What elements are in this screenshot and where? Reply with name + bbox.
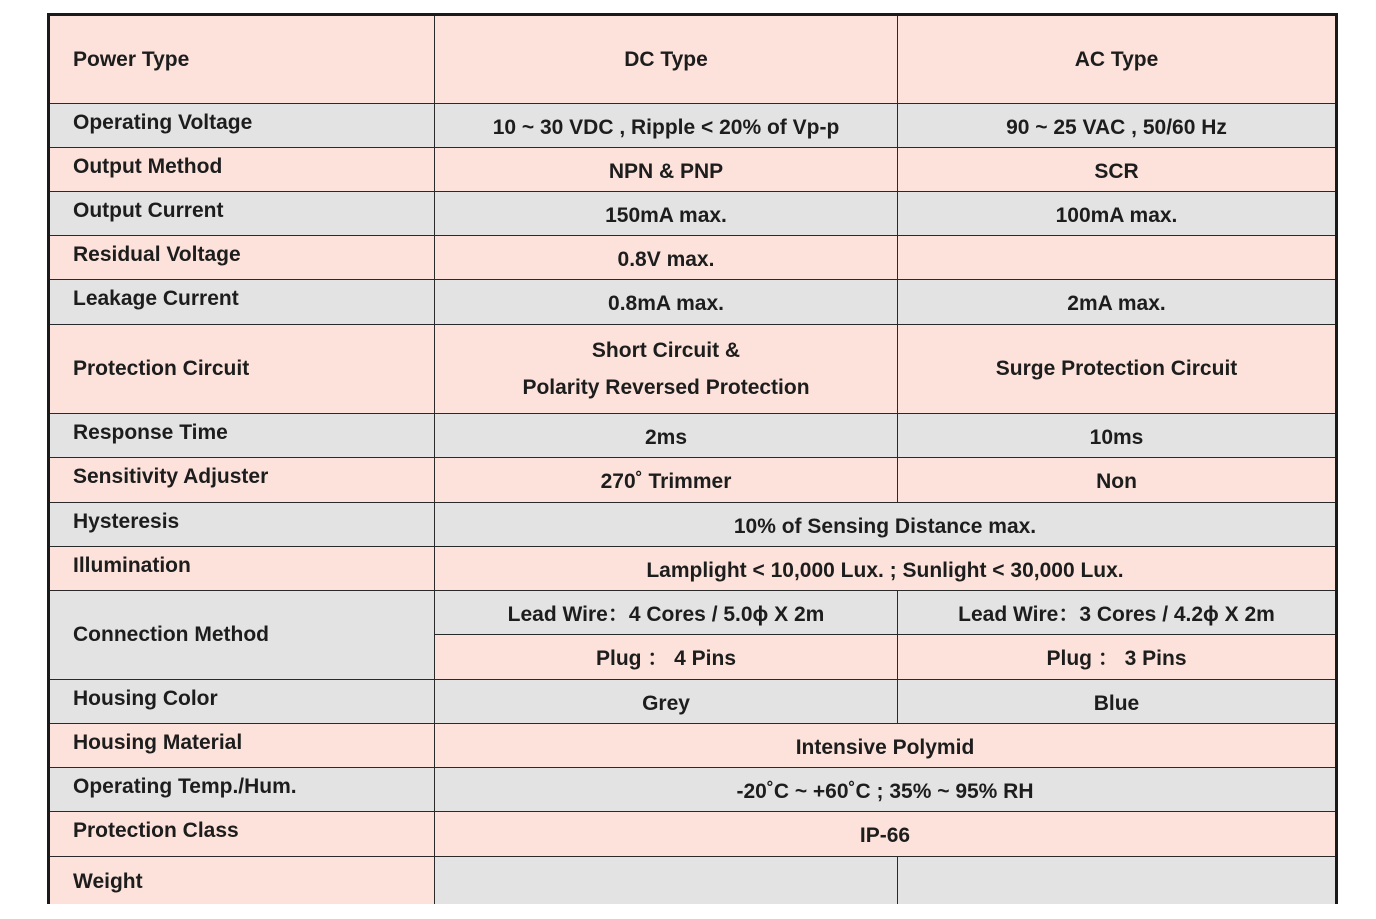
value-protection-class: IP-66: [435, 812, 1337, 857]
row-operating-temp: [49, 768, 1337, 812]
label-housing-material: Housing Material: [49, 724, 435, 768]
row-weight: [49, 857, 1337, 904]
label-housing-color: Housing Color: [49, 680, 435, 724]
label-protection-class: Protection Class: [49, 812, 435, 857]
label-sensitivity-adjuster: Sensitivity Adjuster: [49, 458, 435, 503]
label-illumination: Illumination: [49, 547, 435, 591]
label-residual-voltage: Residual Voltage: [49, 236, 435, 280]
ac-output-method: SCR: [898, 148, 1337, 192]
dc-sensitivity-adjuster: 270˚ Trimmer: [435, 458, 898, 503]
dc-connection-lead: Lead Wire：4 Cores / 5.0ϕ X 2m: [435, 591, 898, 635]
label-output-current: Output Current: [49, 192, 435, 236]
ac-connection-lead: Lead Wire：3 Cores / 4.2ϕ X 2m: [898, 591, 1337, 635]
ac-response-time: 10ms: [898, 414, 1337, 458]
label-hysteresis: Hysteresis: [49, 503, 435, 547]
row-leakage-current: [49, 280, 1337, 325]
dc-leakage-current: 0.8mA max.: [435, 280, 898, 325]
row-housing-material: [49, 724, 1337, 768]
value-illumination: Lamplight < 10,000 Lux. ; Sunlight < 30,000 Lux.: [435, 547, 1337, 591]
ac-leakage-current: 2mA max.: [898, 280, 1337, 325]
dc-housing-color: Grey: [435, 680, 898, 724]
dc-response-time: 2ms: [435, 414, 898, 458]
row-illumination: [49, 547, 1337, 591]
ac-operating-voltage: 90 ~ 25 VAC , 50/60 Hz: [898, 104, 1337, 148]
dc-protection-line-2: Polarity Reversed Protection: [522, 376, 810, 399]
ac-weight: [898, 857, 1337, 904]
row-power-type: [49, 15, 1337, 104]
header-ac-type: AC Type: [898, 15, 1337, 104]
header-dc-type: DC Type: [435, 15, 898, 104]
dc-output-method: NPN & PNP: [435, 148, 898, 192]
label-protection-circuit: Protection Circuit: [49, 325, 435, 414]
spec-table: [47, 13, 1338, 904]
value-operating-temp: -20˚C ~ +60˚C ; 35% ~ 95% RH: [435, 768, 1337, 812]
ac-housing-color: Blue: [898, 680, 1337, 724]
label-connection-method: Connection Method: [49, 591, 435, 680]
dc-residual-voltage: 0.8V max.: [435, 236, 898, 280]
row-sensitivity-adjuster: [49, 458, 1337, 503]
label-output-method: Output Method: [49, 148, 435, 192]
ac-output-current: 100mA max.: [898, 192, 1337, 236]
value-hysteresis: 10% of Sensing Distance max.: [435, 503, 1337, 547]
row-residual-voltage: [49, 236, 1337, 280]
label-weight: Weight: [49, 857, 435, 904]
ac-sensitivity-adjuster: Non: [898, 458, 1337, 503]
row-hysteresis: [49, 503, 1337, 547]
row-housing-color: [49, 680, 1337, 724]
row-output-current: [49, 192, 1337, 236]
label-operating-temp: Operating Temp./Hum.: [49, 768, 435, 812]
label-leakage-current: Leakage Current: [49, 280, 435, 325]
label-response-time: Response Time: [49, 414, 435, 458]
value-housing-material: Intensive Polymid: [435, 724, 1337, 768]
dc-weight: [435, 857, 898, 904]
row-output-method: [49, 148, 1337, 192]
ac-connection-plug: Plug ： 3 Pins: [898, 635, 1337, 680]
row-operating-voltage: [49, 104, 1337, 148]
dc-output-current: 150mA max.: [435, 192, 898, 236]
ac-protection-circuit: Surge Protection Circuit: [898, 325, 1337, 414]
row-protection-class: [49, 812, 1337, 857]
dc-protection-line-1: Short Circuit &: [591, 338, 741, 362]
row-protection-circuit: [49, 325, 1337, 414]
ac-residual-voltage: [898, 236, 1337, 280]
dc-protection-circuit: [435, 325, 898, 414]
row-response-time: [49, 414, 1337, 458]
dc-connection-plug: Plug ： 4 Pins: [435, 635, 898, 680]
row-connection-lead: [49, 591, 1337, 635]
label-operating-voltage: Operating Voltage: [49, 104, 435, 148]
label-power-type: Power Type: [49, 15, 435, 104]
dc-operating-voltage: 10 ~ 30 VDC , Ripple < 20% of Vp-p: [435, 104, 898, 148]
